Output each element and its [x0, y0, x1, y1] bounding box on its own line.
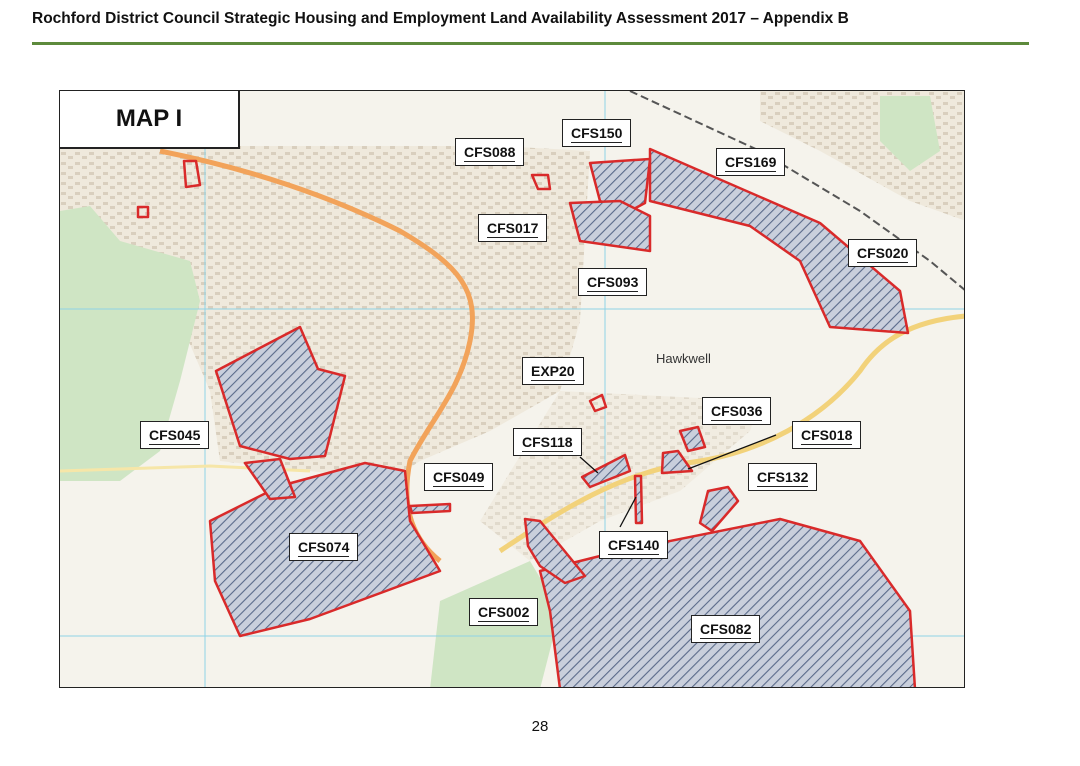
- label-cfs017[interactable]: CFS017: [478, 214, 547, 242]
- place-name-hawkwell: Hawkwell: [656, 351, 711, 366]
- map-title: MAP I: [60, 91, 240, 149]
- site-cfs049[interactable]: [410, 504, 450, 513]
- header-divider: [32, 42, 1029, 45]
- label-cfs082[interactable]: CFS082: [691, 615, 760, 643]
- site-map[interactable]: [59, 90, 965, 688]
- label-cfs088[interactable]: CFS088: [455, 138, 524, 166]
- label-cfs018[interactable]: CFS018: [792, 421, 861, 449]
- label-cfs132[interactable]: CFS132: [748, 463, 817, 491]
- label-cfs020[interactable]: CFS020: [848, 239, 917, 267]
- label-cfs169[interactable]: CFS169: [716, 148, 785, 176]
- label-cfs049[interactable]: CFS049: [424, 463, 493, 491]
- label-cfs093[interactable]: CFS093: [578, 268, 647, 296]
- label-cfs140[interactable]: CFS140: [599, 531, 668, 559]
- label-cfs002[interactable]: CFS002: [469, 598, 538, 626]
- label-cfs074[interactable]: CFS074: [289, 533, 358, 561]
- label-exp20[interactable]: EXP20: [522, 357, 584, 385]
- document-header: Rochford District Council Strategic Housing and Employment Land Availability Assessment 2017 – Appendix B: [32, 10, 849, 27]
- label-cfs150[interactable]: CFS150: [562, 119, 631, 147]
- site-cfs140[interactable]: [635, 476, 642, 523]
- label-cfs036[interactable]: CFS036: [702, 397, 771, 425]
- label-cfs118[interactable]: CFS118: [513, 428, 582, 456]
- page-number: 28: [531, 718, 549, 735]
- label-cfs045[interactable]: CFS045: [140, 421, 209, 449]
